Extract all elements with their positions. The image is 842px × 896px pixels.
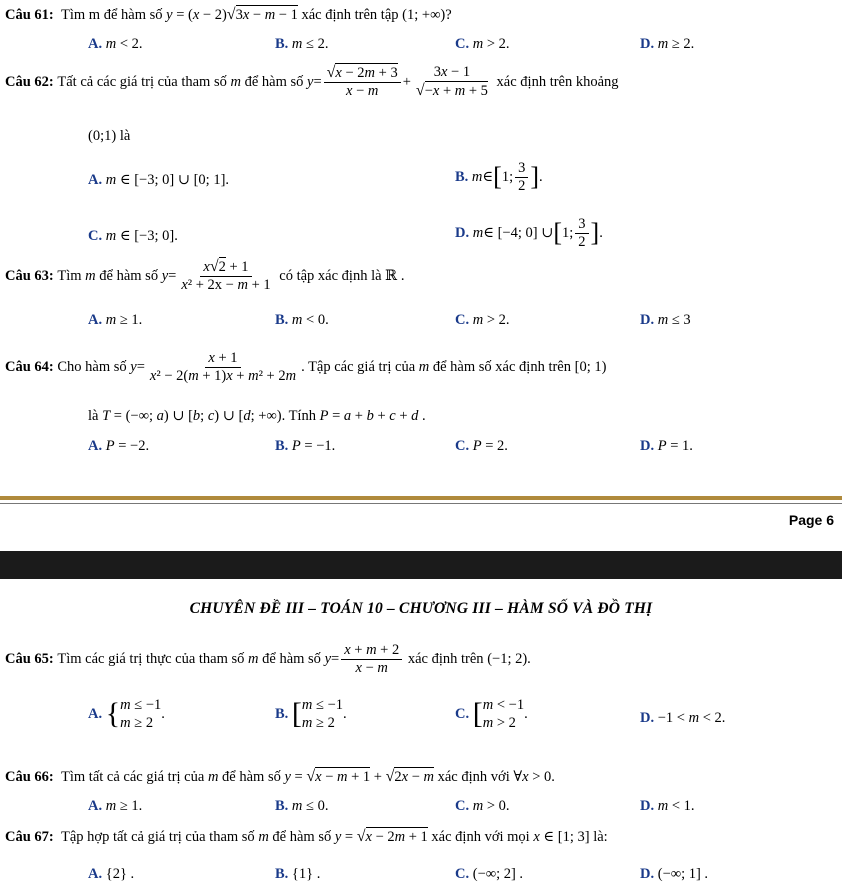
question-label: Câu 65: [5,650,54,667]
question-label: Câu 67: [5,829,54,845]
question-66: Câu 66: Tìm tất cả các giá trị của m để hàm số y = √x − m + 1 + √2x − m xác định với ∀x > 0. [5,768,555,785]
option-c[interactable]: C. m ∈ [−3; 0]. [88,228,178,244]
question-text: để hàm số [262,650,321,667]
option-c[interactable]: C. [ m < −1 m > 2 . [455,697,528,732]
option-a[interactable]: A. {2} . [88,866,135,882]
question-text: xác định trên [407,650,484,667]
option-c[interactable]: C. (−∞; 2] . [455,866,524,882]
option-c[interactable]: C. m > 2. [455,36,510,52]
option-d[interactable]: D. −1 < m < 2. [640,710,726,726]
page-break-band [0,551,842,579]
option-a[interactable]: A. P = −2. [88,438,150,454]
question-text: Tất cả các giá trị của tham số [57,73,227,90]
option-a[interactable]: A. m ∈ [−3; 0] ∪ [0; 1]. [88,172,230,188]
option-b[interactable]: B. m ∈ [ 1; $\frac{3}{2}$ ] . [455,160,543,194]
question-64-line2: là T = (−∞; a) ∪ [b; c) ∪ [d; +∞). Tính P = a + b + c + d . [88,408,426,424]
question-label: Câu 63: [5,267,54,284]
option-d[interactable]: D. (−∞; 1] . [640,866,709,882]
question-label: Câu 64: [5,358,54,375]
question-text: Tìm tất cả các giá trị của [61,769,205,785]
option-d[interactable]: D. m ≥ 2. [640,36,695,52]
option-d[interactable]: D. P = 1. [640,438,693,454]
question-label: Câu 61: [5,7,54,23]
question-64: Câu 64: Cho hàm số y = $\frac{x + 1}{\text{x² − 2(m + 1)x + m² + 2m}}$ . Tập các giá trị của m để hàm số xác định trên [0; 1) [5,350,607,384]
footer-rule-thin [0,503,842,504]
question-text: Tìm m để hàm số [61,7,163,23]
option-c[interactable]: C. P = 2. [455,438,508,454]
question-text: để hàm số [222,769,281,785]
option-b[interactable]: B. m ≤ 2. [275,36,329,52]
question-text: Cho hàm số [57,358,127,375]
option-b[interactable]: B. P = −1. [275,438,336,454]
question-text: xác định với [437,769,510,785]
question-text: để hàm số xác định trên [432,358,571,375]
option-c[interactable]: C. m > 2. [455,312,510,328]
question-text: là: [593,829,608,845]
question-label: Câu 62: [5,73,54,90]
question-63: Câu 63: Tìm m để hàm số y = $\frac{x√2 + 1}{\text{x² + 2x − m + 1}}$ có tập xác định là ℝ . [5,258,405,294]
question-text: để hàm số [244,73,304,90]
option-b[interactable]: B. [ m ≤ −1 m ≥ 2 . [275,697,347,732]
question-text: có tập xác định là ℝ . [279,267,405,284]
footer-rule [0,496,842,500]
question-65: Câu 65: Tìm các giá trị thực của tham số m để hàm số y = $\frac{x + m + 2}{x - m}$ xác định trên (−1; 2). [5,642,531,676]
chapter-title: CHUYÊN ĐỀ III – TOÁN 10 – CHƯƠNG III – HÀM SỐ VÀ ĐỒ THỊ [189,600,653,617]
question-text: xác định với mọi [431,829,530,845]
option-b[interactable]: B. m < 0. [275,312,329,328]
page-number: Page 6 [788,512,834,528]
option-b[interactable]: B. m ≤ 0. [275,798,329,814]
question-text: Tìm [57,267,82,284]
option-a[interactable]: A. m ≥ 1. [88,312,143,328]
option-d[interactable]: D. m ≤ 3 [640,312,691,328]
option-b[interactable]: B. {1} . [275,866,321,882]
option-c[interactable]: C. m > 0. [455,798,510,814]
option-d[interactable]: D. m < 1. [640,798,695,814]
question-text: xác định trên khoảng [496,73,619,90]
option-a[interactable]: A. m < 2. [88,36,143,52]
question-text: xác định trên tập [301,7,399,23]
question-text: . Tập các giá trị của [301,358,416,375]
question-label: Câu 66: [5,769,54,785]
question-text: Tập hợp tất cả giá trị của tham số [61,829,255,845]
question-61: Câu 61: Tìm m để hàm số y = (x − 2)√3x − m − 1 xác định trên tập (1; +∞)? [5,6,452,23]
question-text: để hàm số [99,267,159,284]
question-text: để hàm số [272,829,332,845]
option-a[interactable]: A. { m ≤ −1 m ≥ 2 . [88,697,165,732]
question-text: Tìm các giá trị thực của tham số [57,650,245,667]
option-a[interactable]: A. m ≥ 1. [88,798,143,814]
question-62: Câu 62: Tất cả các giá trị của tham số m để hàm số y = $\frac{√x - 2m + 3}{x - m}$ + $\frac{3x - 1}{√-x + m + 5}$ xác định trên khoảng [5,64,619,100]
option-d[interactable]: D. m ∈ [−4; 0] ∪ [ 1; $\frac{3}{2}$ ] . [455,216,603,250]
question-67: Câu 67: Tập hợp tất cả giá trị của tham số m để hàm số y = √x − 2m + 1 xác định với mọi x ∈ [1; 3] là: [5,828,608,845]
question-62-line2: (0;1) là [88,128,131,144]
